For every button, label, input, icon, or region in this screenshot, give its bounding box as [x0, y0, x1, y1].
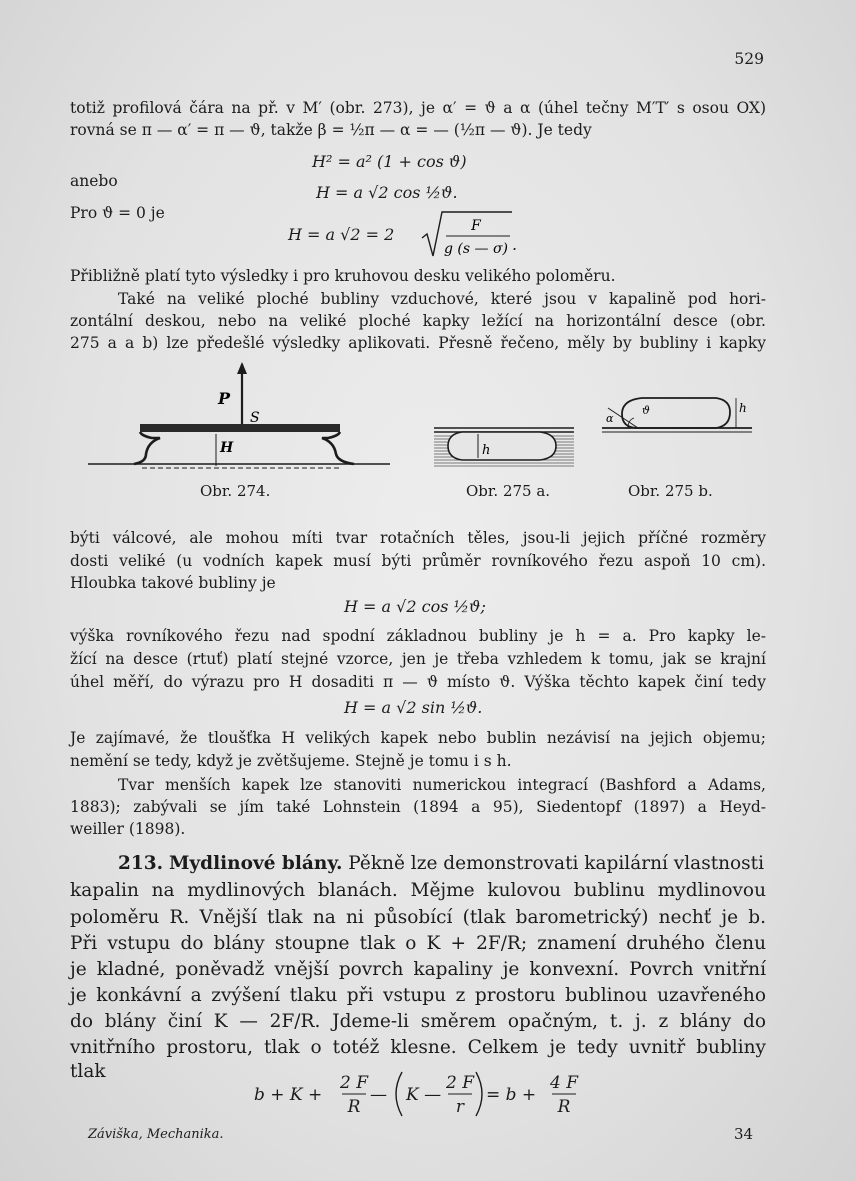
text-line: kapalin na mydlinových blanách. Mějme kulovou bublinu mydlinovou [70, 880, 766, 901]
equation-h-squared: H² = a² (1 + cos ϑ) [312, 152, 467, 171]
equation-h-theta-zero: H = a √2 = 2 [288, 225, 395, 244]
eq-frac-den: r [455, 1097, 465, 1117]
text-line: Při vstupu do blány stoupne tlak o K + 2F/R; znamení druhého členu [70, 933, 766, 954]
label-theta: ϑ [642, 404, 650, 417]
label-h-275b: h [739, 401, 747, 415]
eq-frac-den: R [347, 1097, 361, 1117]
figure-274 [86, 362, 392, 474]
label-h: H [220, 440, 234, 456]
label-anebo: anebo [70, 172, 118, 190]
text-line: Hloubka takové bubliny je [70, 574, 276, 592]
eq-frac-num: 2 F [445, 1073, 475, 1093]
label-alpha: α [606, 412, 614, 425]
text-line: žící na desce (rtuť) platí stejné vzorce, jen je třeba vzhledem k tomu, jak se krajní [70, 650, 766, 668]
text-line: je konkávní a zvýšení tlaku při vstupu z prostoru bublinou uzavřeného [70, 985, 766, 1006]
section-title: Mydlinové blány. [168, 853, 343, 874]
text-line: výška rovníkového řezu nad spodní základnou bubliny je h = a. Pro kapky le- [70, 627, 766, 645]
text-line: zontální deskou, nebo na veliké ploché kapky ležící na horizontální desce (obr. [70, 312, 766, 330]
text-line: býti válcové, ale mohou míti tvar rotačních těles, jsou-li jejich příčné rozměry [70, 529, 766, 547]
fraction-denominator: g (s — σ) [444, 241, 508, 257]
text-line: tlak [70, 1061, 106, 1082]
eq-frac-den: R [557, 1097, 571, 1117]
footer-sheet-number: 34 [734, 1125, 754, 1143]
text-line: Tvar menších kapek lze stanoviti numerickou integrací (Bashford a Adams, [118, 776, 766, 794]
figure-275a [432, 418, 576, 474]
square-root-fraction [420, 208, 520, 260]
page-number: 529 [734, 50, 764, 68]
text-line: dosti veliké (u vodních kapek musí býti průměr rovníkového řezu aspoň 10 cm). [70, 552, 766, 570]
equation-bubble-depth: H = a √2 cos ½ϑ; [344, 597, 486, 616]
caption-fig-275a: Obr. 275 a. [466, 482, 551, 500]
label-h-275a: h [482, 443, 491, 458]
equation-period: . [512, 235, 518, 254]
eq-frac-num: 4 F [549, 1073, 579, 1093]
figure-275b [598, 392, 758, 436]
text-line: nemění se tedy, když je zvětšujeme. Stejně je tomu i s h. [70, 752, 512, 770]
text-line: poloměru R. Vnější tlak na ni působící (tlak barometrický) nechť je b. [70, 907, 766, 928]
fraction-numerator: F [471, 218, 481, 234]
label-p: P [218, 389, 231, 408]
text-line: úhel měří, do výrazu pro H dosaditi π — ϑ místo ϑ. Výška těchto kapek činí tedy [70, 673, 766, 691]
text-line: Je zajímavé, že tloušťka H velikých kapek nebo bublin nezávisí na jejich objemu; [70, 729, 766, 747]
footer-author: Záviška, Mechanika. [88, 1127, 224, 1142]
label-s: S [250, 410, 260, 426]
section-heading [118, 852, 764, 876]
text-line: vnitřního prostoru, tlak o totéž klesne. Celkem je tedy uvnitř bubliny [70, 1037, 766, 1058]
text-line: Také na veliké ploché bubliny vzduchové, které jsou v kapalině pod hori- [118, 290, 766, 308]
equation-h: H = a √2 cos ½ϑ. [316, 183, 458, 202]
text-line: 275 a a b) lze předešlé výsledky aplikovati. Přesně řečeno, měly by bubliny i kapky [70, 334, 766, 352]
caption-fig-274: Obr. 274. [200, 482, 271, 500]
eq-part: = b + [486, 1085, 537, 1105]
text-line: totiž profilová čára na př. v M′ (obr. 273), je α′ = ϑ a α (úhel tečny M′T′ s osou OX) [70, 99, 766, 117]
section-number: 213. [118, 853, 164, 874]
text-line: Přibližně platí tyto výsledky i pro kruhovou desku velikého poloměru. [70, 267, 616, 285]
text-line: 1883); zabývali se jím také Lohnstein (1894 a 95), Siedentopf (1897) a Heyd- [70, 798, 766, 816]
equation-pressure-total [250, 1068, 590, 1120]
section-first-line: Pěkně lze demonstrovati kapilární vlastnosti [348, 853, 765, 874]
eq-part: — [370, 1085, 387, 1105]
eq-frac-num: 2 F [339, 1073, 369, 1093]
eq-part: K — [406, 1085, 442, 1105]
text-line: weiller (1898). [70, 820, 186, 838]
eq-part: b + K + [254, 1085, 323, 1105]
text-line: rovná se π — α′ = π — ϑ, takže β = ½π — α = — (½π — ϑ). Je tedy [70, 121, 592, 139]
equation-drop-height: H = a √2 sin ½ϑ. [344, 698, 483, 717]
text-line: je kladné, poněvadž vnější povrch kapaliny je konvexní. Povrch vnitřní [70, 959, 766, 980]
caption-fig-275b: Obr. 275 b. [628, 482, 713, 500]
label-pro: Pro ϑ = 0 je [70, 204, 165, 222]
text-line: do blány činí K — 2F/R. Jdeme-li směrem opačným, t. j. z blány do [70, 1011, 766, 1032]
